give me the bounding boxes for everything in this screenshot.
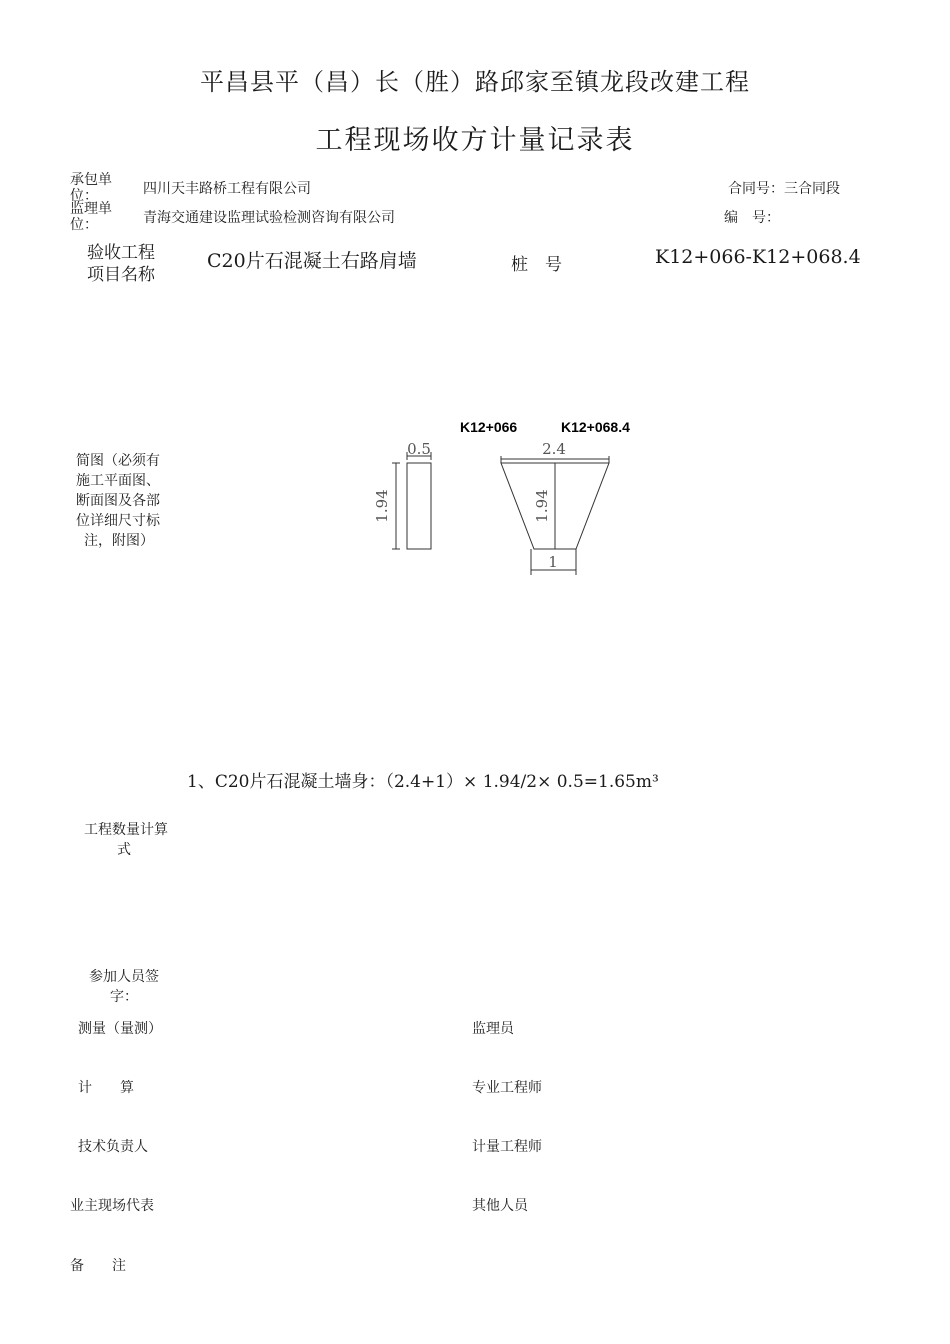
sketch-label-line: 简图（必须有 bbox=[76, 453, 160, 469]
sig-survey: 测量（量测） bbox=[78, 1021, 162, 1037]
item-value: C20片石混凝土右路肩墙 bbox=[207, 250, 417, 272]
sig-specialist-engineer: 专业工程师 bbox=[472, 1080, 542, 1096]
contractor-value: 四川天丰路桥工程有限公司 bbox=[143, 181, 311, 197]
calc-label-line2: 式 bbox=[117, 842, 131, 858]
station-value: K12+066-K12+068.4 bbox=[655, 246, 861, 268]
contract-label bbox=[728, 181, 840, 197]
sketch-label-line: 位详细尺寸标 bbox=[76, 513, 160, 529]
rect-width-label: 0.5 bbox=[407, 440, 431, 458]
station-b-label: K12+068.4 bbox=[561, 419, 630, 435]
sig-supervisor: 监理员 bbox=[472, 1021, 514, 1037]
signatures-heading-line2: 字： bbox=[110, 989, 138, 1005]
item-label-line2: 项目名称 bbox=[87, 265, 155, 285]
sketch-label-line: 施工平面图、 bbox=[76, 473, 160, 489]
sketch-label-line: 注，附图） bbox=[84, 533, 154, 549]
calc-label bbox=[78, 820, 174, 860]
sig-tech-lead: 技术负责人 bbox=[78, 1139, 148, 1155]
rect-height-label: 1.94 bbox=[373, 489, 391, 523]
contractor-label: 承包单位： bbox=[70, 172, 112, 204]
rect-outline bbox=[407, 463, 431, 549]
sig-compute: 计 算 bbox=[78, 1080, 134, 1096]
trap-top-label: 2.4 bbox=[542, 440, 566, 458]
contract-label-text: 合同号： bbox=[728, 181, 784, 197]
sig-owner-rep: 业主现场代表 bbox=[70, 1198, 154, 1214]
trap-bottom-label: 1 bbox=[548, 553, 558, 571]
signatures-heading bbox=[80, 967, 168, 1007]
item-label-line1: 验收工程 bbox=[87, 243, 155, 263]
supervisor-label: 监理单位： bbox=[70, 201, 112, 233]
calc-formula: 1、C20片石混凝土墙身：（2.4+1）× 1.94/2× 0.5=1.65m³ bbox=[187, 772, 659, 792]
sketch-label bbox=[76, 451, 160, 551]
serial-label: 编 号： bbox=[724, 210, 780, 226]
signatures-heading-line1: 参加人员签 bbox=[89, 969, 159, 985]
sketch-label-line: 断面图及各部 bbox=[76, 493, 160, 509]
rect-section bbox=[392, 452, 431, 549]
project-title: 平昌县平（昌）长（胜）路邱家至镇龙段改建工程 bbox=[200, 68, 750, 96]
contract-value: 三合同段 bbox=[784, 181, 840, 197]
form-title: 工程现场收方计量记录表 bbox=[315, 125, 635, 156]
sig-metering-engineer: 计量工程师 bbox=[472, 1139, 542, 1155]
calc-label-line1: 工程数量计算 bbox=[84, 822, 168, 838]
supervisor-value: 青海交通建设监理试验检测咨询有限公司 bbox=[143, 210, 395, 226]
station-label: 桩 号 bbox=[511, 255, 562, 275]
sig-others: 其他人员 bbox=[472, 1198, 528, 1214]
remarks-label: 备 注 bbox=[70, 1258, 126, 1274]
trap-height-label: 1.94 bbox=[533, 489, 551, 523]
station-a-label: K12+066 bbox=[460, 419, 518, 435]
cross-section-sketch bbox=[360, 410, 660, 580]
